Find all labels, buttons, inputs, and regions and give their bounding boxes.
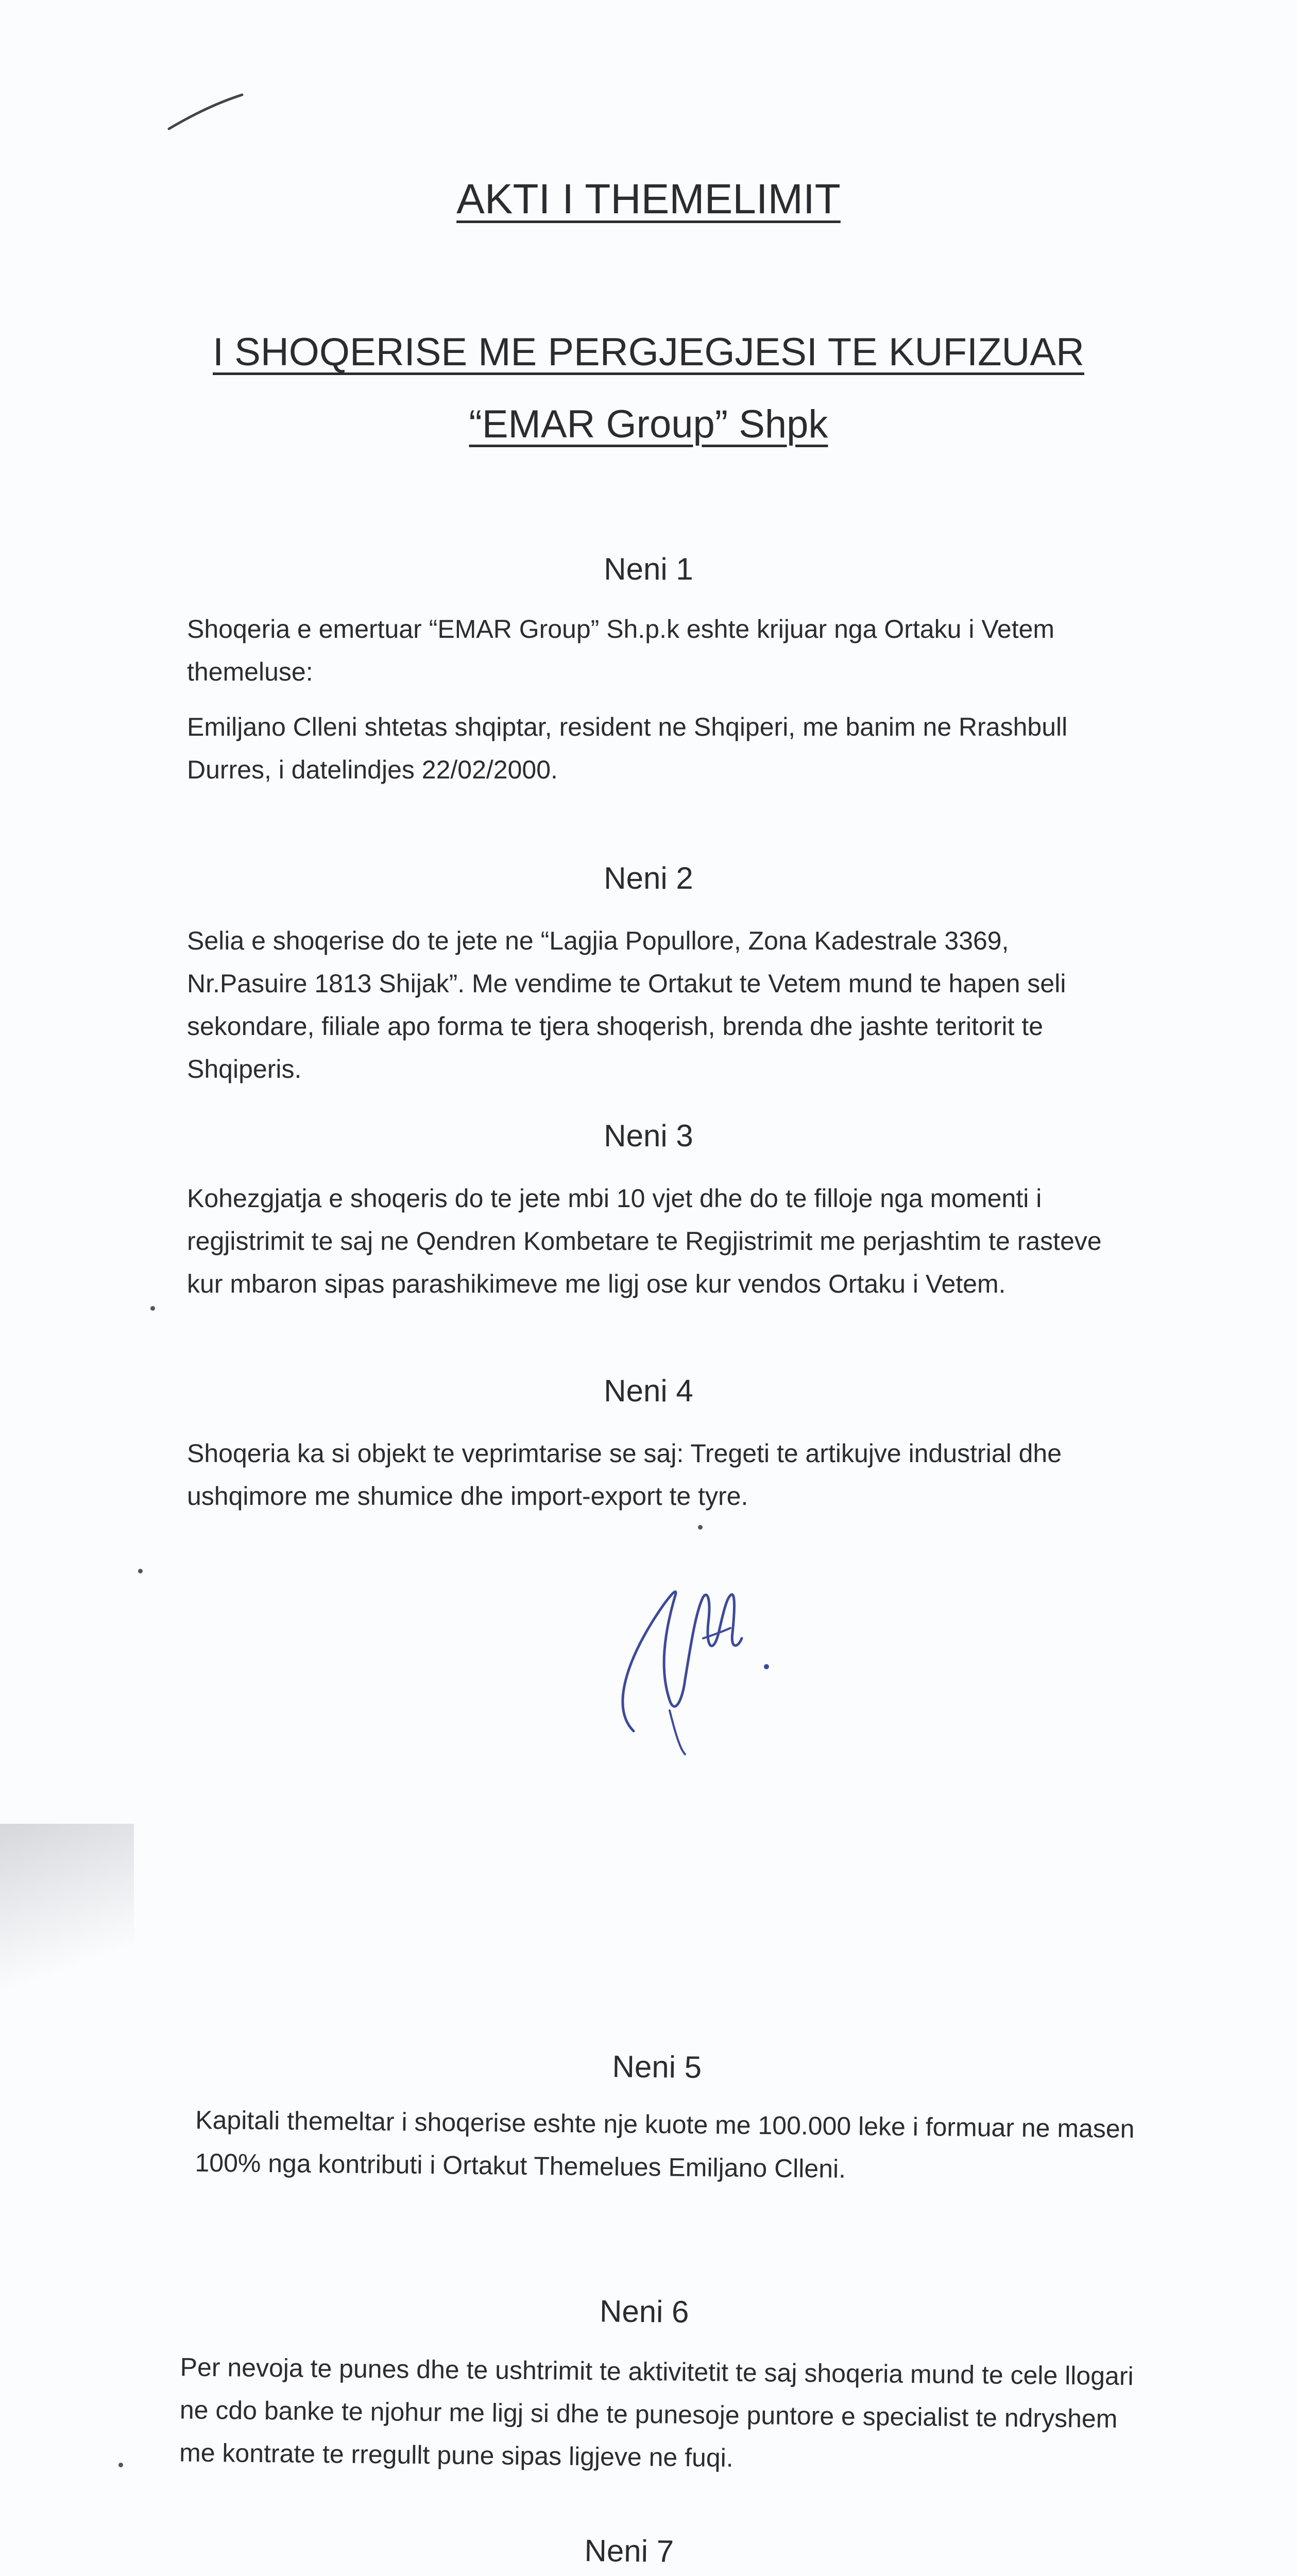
article-heading: Neni 4 [604,1374,693,1408]
scan-speck [698,1525,703,1530]
article-paragraph: Shoqeria ka si objekt te veprimtarise se saj: Tregeti te artikujve industrial dhe ushqimore me shumice dhe import-export te tyre. [187,1439,1062,1511]
scan-speck [150,1306,155,1311]
article-heading: Neni 5 [612,2049,702,2085]
pen-mark [165,88,247,134]
document-title: AKTI I THEMELIMIT [456,176,841,223]
document-subtitle: I SHOQERISE ME PERGJEGJESI TE KUFIZUAR [212,330,1084,374]
article-paragraph: Kohezgjatja e shoqeris do te jete mbi 10 vjet dhe do te filloje nga momenti i regjistrimit te saj ne Qendren Kombetare te Regjistrimit me perjashtim te rasteve kur mbaron sipas parashikimeve me ligj ose kur vendos Ortaku i Vetem. [187,1184,1102,1298]
document-page-2 [0,1814,1297,2576]
page-fold-shadow [0,1824,134,2020]
company-name: “EMAR Group” Shpk [469,402,828,446]
signature-initials [603,1546,788,1762]
article-paragraph: Shoqeria e emertuar “EMAR Group” Sh.p.k eshte krijuar nga Ortaku i Vetem themeluse: [187,615,1055,686]
article-heading: Neni 1 [604,552,693,586]
article-paragraph: Selia e shoqerise do te jete ne “Lagjia Popullore, Zona Kadestrale 3369, Nr.Pasuire 1813 Shijak”. Me vendime te Ortakut te Vetem mund te hapen seli sekondare, filiale apo forma te tjera shoqerish, brenda dhe jashte teritorit te Shqiperis. [187,926,1066,1083]
article-paragraph: Kapitali themeltar i shoqerise eshte nje kuote me 100.000 leke i formuar ne masen 100% nga kontributi i Ortakut Themelues Emiljano Clleni. [195,2105,1135,2183]
article-paragraph: Emiljano Clleni shtetas shqiptar, resident ne Shqiperi, me banim ne Rrashbull Durres, i datelindjes 22/02/2000. [187,713,1068,784]
article-heading: Neni 3 [604,1118,693,1153]
page-2-content [0,1814,1297,2576]
article-heading: Neni 2 [604,861,693,895]
article-heading: Neni 7 [584,2533,674,2569]
scan-speck [138,1569,143,1573]
article-heading: Neni 6 [599,2294,689,2329]
article-paragraph: Per nevoja te punes dhe te ushtrimit te aktivitetit te saj shoqeria mund te cele llogari ne cdo banke te njohur me ligj si dhe te punesoje puntore e specialist te ndryshem me kontrate te rregullt pune sipas ligjeve ne fuqi. [179,2352,1134,2472]
scan-speck [118,2463,123,2467]
